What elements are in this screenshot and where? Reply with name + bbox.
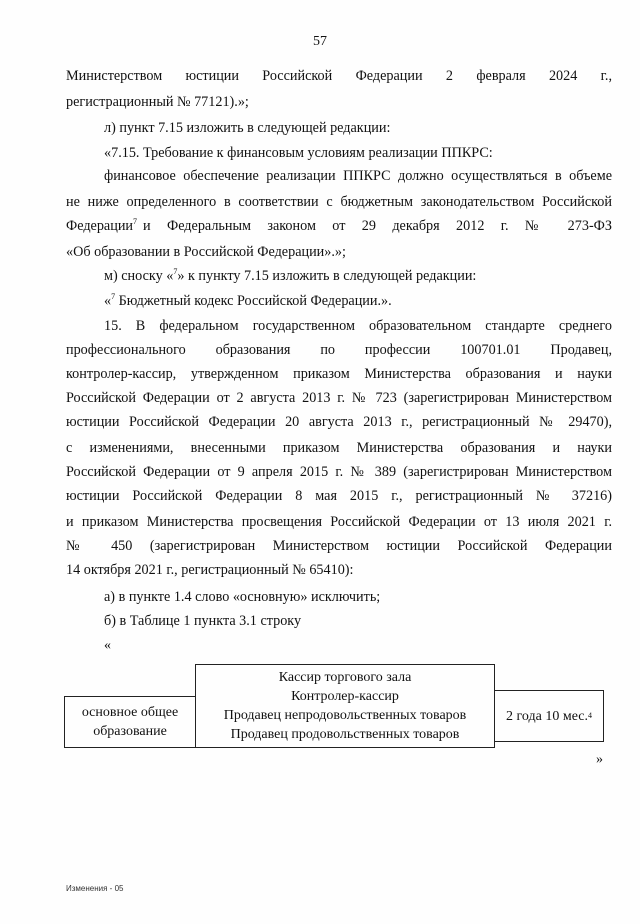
- closing-quote: »: [596, 752, 603, 767]
- text-line: профессионального образования по профессии 100701.01 Продавец,: [66, 342, 612, 358]
- text-fragment: м) сноску «: [104, 268, 174, 284]
- text-line: регистрационный № 77121).»;: [66, 94, 249, 110]
- text-fragment: » к пункту 7.15 изложить в следующей редакции:: [177, 268, 477, 284]
- text-line: и приказом Министерства просвещения Российской Федерации от 13 июля 2021 г.: [66, 514, 612, 530]
- profession-item: Продавец непродовольственных товаров: [223, 708, 467, 723]
- footnote-mark: 7: [111, 292, 116, 301]
- text-line: а) в пункте 1.4 слово «основную» исключить;: [104, 589, 381, 605]
- footnote-mark: 7: [173, 267, 178, 276]
- text-line: юстиции Российской Федерации 20 августа 2013 г., регистрационный № 29470),: [66, 414, 612, 430]
- text-line: б) в Таблице 1 пункта 3.1 строку: [104, 613, 302, 629]
- text-line-with-footnote: [66, 214, 612, 238]
- text-fragment: Бюджетный кодекс Российской Федерации.».: [115, 293, 392, 309]
- page-number: 57: [313, 34, 327, 49]
- table-cell-duration: 2 года 10 мес. 4: [494, 690, 604, 742]
- text-line: Российской Федерации от 2 августа 2013 г. № 723 (зарегистрирован Министерством: [66, 390, 612, 406]
- text-line: № 450 (зарегистрирован Министерством юстиции Российской Федерации: [66, 538, 612, 554]
- text-line: «Об образовании в Российской Федерации».»;: [66, 244, 346, 260]
- text-fragment: «: [104, 293, 112, 309]
- text-line: юстиции Российской Федерации 8 мая 2015 г., регистрационный № 37216): [66, 488, 612, 504]
- text-line: контролер-кассир, утвержденном приказом Министерства образования и науки: [66, 366, 612, 382]
- text-line: «7.15. Требование к финансовым условиям реализации ППКРС:: [104, 145, 493, 161]
- footnote-mark: 7: [133, 217, 138, 226]
- profession-item: Продавец продовольственных товаров: [230, 727, 460, 742]
- table-cell-professions: [195, 664, 495, 748]
- text-fragment: и Федеральным законом от 29 декабря 2012 г. № 273-ФЗ: [143, 218, 612, 234]
- text-line: не ниже определенного в соответствии с бюджетным законодательством Российской: [66, 194, 612, 210]
- text-line-with-footnote: [104, 289, 612, 313]
- text-line: Российской Федерации от 9 апреля 2015 г. № 389 (зарегистрирован Министерством: [66, 464, 612, 480]
- opening-quote: «: [104, 638, 111, 653]
- text-line: 15. В федеральном государственном образовательном стандарте среднего: [104, 318, 612, 334]
- profession-item: Контролер-кассир: [291, 689, 399, 704]
- text-line: 14 октября 2021 г., регистрационный № 65410):: [66, 562, 354, 578]
- footer-note: Изменения - 05: [66, 884, 124, 893]
- text-line: Министерством юстиции Российской Федерации 2 февраля 2024 г.,: [66, 68, 612, 84]
- text-line: л) пункт 7.15 изложить в следующей редакции:: [104, 120, 391, 136]
- table-cell-education-level: основное общее образование: [64, 696, 196, 748]
- text-line: финансовое обеспечение реализации ППКРС должно осуществляться в объеме: [104, 168, 612, 184]
- profession-item: Кассир торгового зала: [278, 670, 412, 685]
- text-fragment: Федерации: [66, 218, 134, 234]
- text-line: с изменениями, внесенными приказом Министерства образования и науки: [66, 440, 612, 456]
- duration-text: 2 года 10 мес.: [506, 708, 588, 724]
- text-line-with-footnote: [104, 264, 612, 288]
